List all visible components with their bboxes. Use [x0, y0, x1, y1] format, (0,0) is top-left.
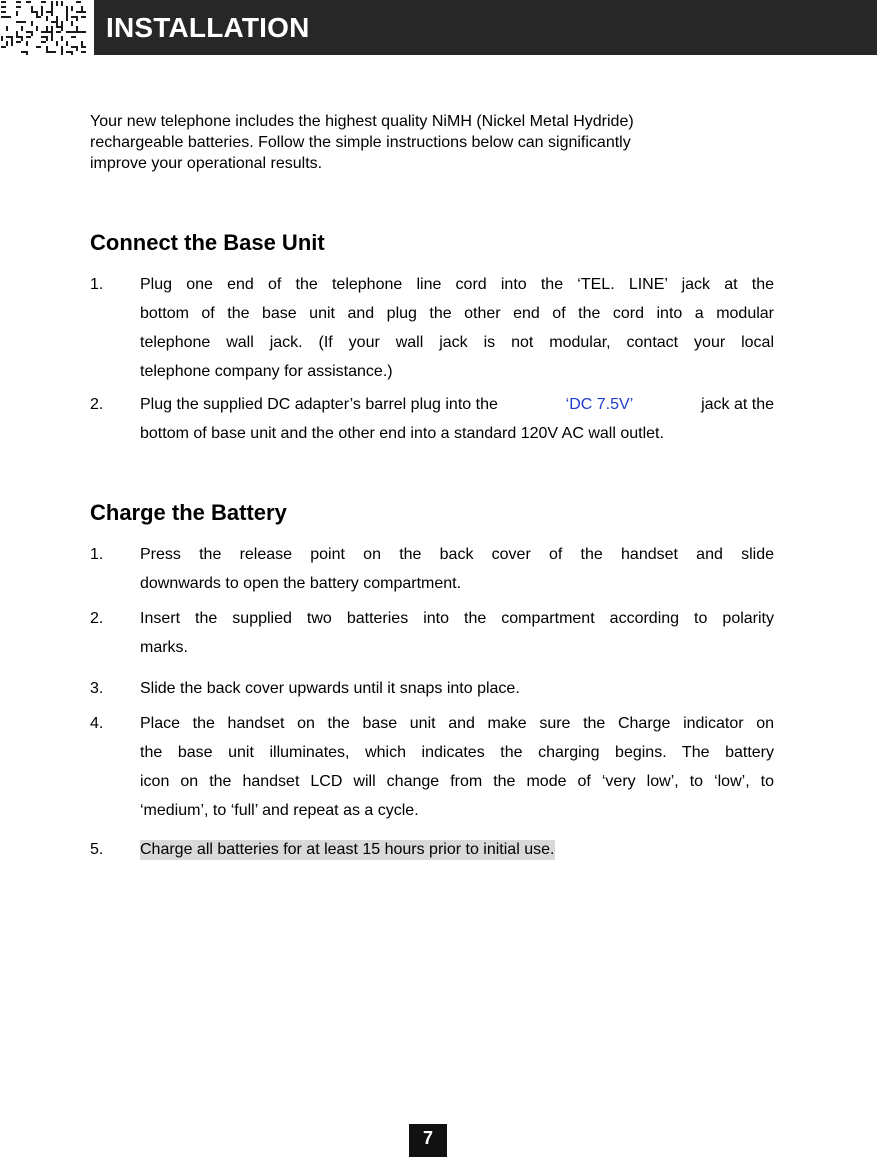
intro-line: improve your operational results.	[90, 155, 323, 172]
step-number: 3.	[90, 680, 104, 697]
step-line: telephone wall jack. (If your wall jack is not modular, contact your local	[140, 334, 774, 351]
section-title: INSTALLATION	[106, 12, 310, 43]
charge-step-5	[90, 835, 774, 864]
charge-step-4	[90, 709, 774, 825]
charge-step-1	[90, 540, 774, 598]
step-line: the base unit illuminates, which indicates the charging begins. The battery	[140, 744, 774, 761]
charge-step-2	[90, 604, 774, 662]
step-line: bottom of the base unit and plug the other end of the cord into a modular	[140, 305, 774, 322]
step-line: Plug one end of the telephone line cord into the ‘TEL. LINE’ jack at the	[140, 276, 774, 293]
step-line: Insert the supplied two batteries into the compartment according to polarity	[140, 610, 774, 627]
dc-jack-label: ‘DC 7.5V’	[565, 396, 634, 413]
charge-step-3	[90, 674, 774, 703]
step-line: icon on the handset LCD will change from the mode of ‘very low’, to ‘low’, to	[140, 773, 774, 790]
heading-connect-base-unit: Connect the Base Unit	[90, 230, 325, 255]
step-number: 2.	[90, 396, 104, 413]
step-number: 1.	[90, 546, 104, 563]
step-line-start: Plug the supplied DC adapter’s barrel plug into the	[140, 396, 498, 413]
step-line: Press the release point on the back cover of the handset and slide	[140, 546, 774, 563]
step-line	[140, 390, 774, 419]
decorative-pattern-logo	[0, 0, 88, 55]
section-title-bar	[94, 0, 877, 55]
step-line: telephone company for assistance.)	[140, 363, 393, 380]
step-number: 1.	[90, 276, 104, 293]
step-number: 4.	[90, 715, 104, 732]
step-number: 2.	[90, 610, 104, 627]
step-line-end: jack at the	[701, 396, 774, 413]
page-number: 7	[409, 1124, 447, 1157]
step-line: marks.	[140, 639, 188, 656]
step-number: 5.	[90, 841, 104, 858]
intro-line: Your new telephone includes the highest quality NiMH (Nickel Metal Hydride)	[90, 113, 634, 130]
intro-line: rechargeable batteries. Follow the simple instructions below can significantly	[90, 134, 631, 151]
connect-step-2	[90, 390, 774, 448]
heading-charge-battery: Charge the Battery	[90, 500, 287, 525]
step-line: ‘medium’, to ‘full’ and repeat as a cycle.	[140, 802, 419, 819]
step-line: downwards to open the battery compartment.	[140, 575, 462, 592]
highlighted-instruction: Charge all batteries for at least 15 hours prior to initial use.	[140, 841, 555, 858]
step-line: Slide the back cover upwards until it snaps into place.	[140, 680, 520, 697]
intro-paragraph	[90, 111, 740, 174]
step-line: bottom of base unit and the other end into a standard 120V AC wall outlet.	[140, 425, 664, 442]
connect-step-1	[90, 270, 774, 386]
step-line: Place the handset on the base unit and make sure the Charge indicator on	[140, 715, 774, 732]
